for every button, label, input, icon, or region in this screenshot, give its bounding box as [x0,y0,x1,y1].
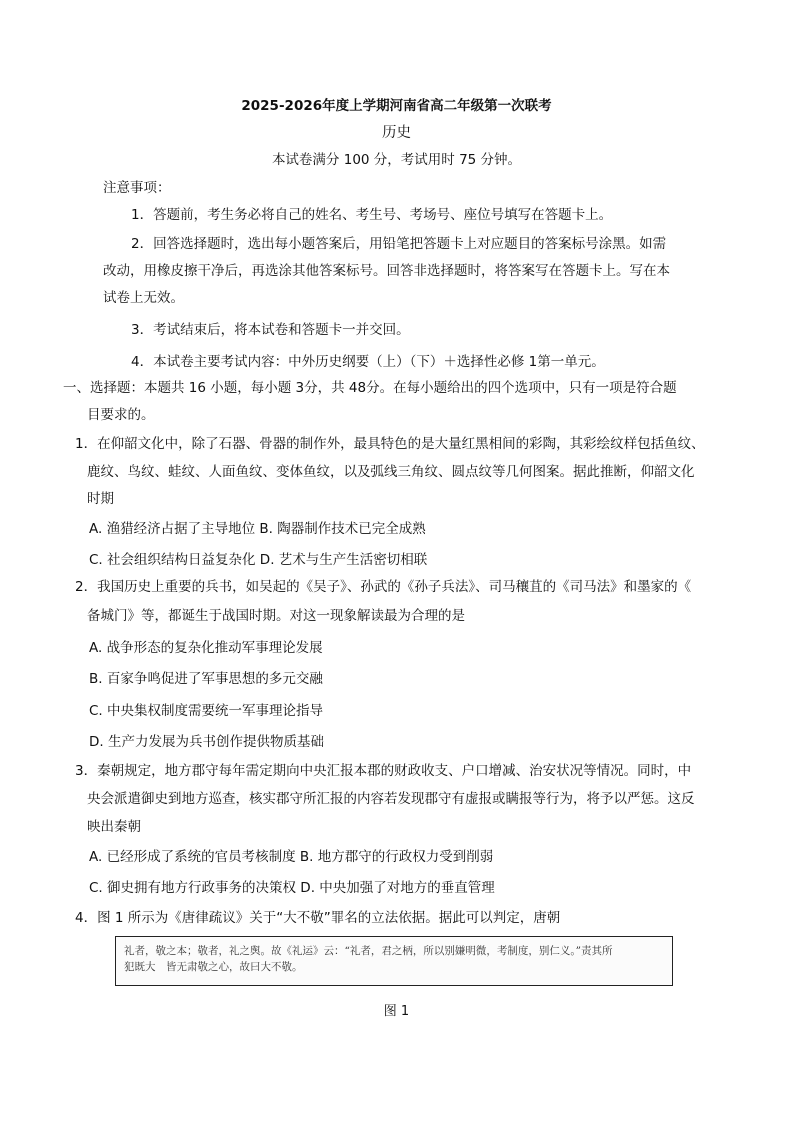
note-item-3: 3．考试结束后，将本试卷和答题卡一并交回。 [131,322,410,338]
figure-1-image [115,936,673,986]
question-3-options-cd: C. 御史拥有地方行政事务的决策权 D. 中央加强了对地方的垂直管理 [89,880,495,896]
note-item-2-line1: 2．回答选择题时，选出每小题答案后，用铅笔把答题卡上对应题目的答案标号涂黑。如需 [131,236,667,252]
subject-title: 历史 [382,125,411,141]
question-1-line2: 鹿纹、鸟纹、蛙纹、人面鱼纹、变体鱼纹，以及弧线三角纹、圆点纹等几何图案。据此推断，仰韶文化 [87,464,695,480]
question-2-line2: 备城门》等，都诞生于战国时期。对这一现象解读最为合理的是 [87,608,465,624]
section-heading-line1: 一、选择题：本题共 16 小题，每小题 3分，共 48分。在每小题给出的四个选项中，只有一项是符合题 [63,380,677,396]
figure-1-text-line2: 犯既大 皆无肃敬之心，故曰大不敬。 [124,961,303,973]
question-3-options-ab: A. 已经形成了系统的官员考核制度 B. 地方郡守的行政权力受到削弱 [89,849,494,865]
question-3-line2: 央会派遣御史到地方巡查，核实郡守所汇报的内容若发现郡守有虚报或瞒报等行为，将予以严惩。这反 [87,791,695,807]
question-2-option-b: B. 百家争鸣促进了军事思想的多元交融 [89,671,323,687]
notes-heading: 注意事项： [103,180,171,196]
question-4-line1: 4．图 1 所示为《唐律疏议》关于“大不敬”罪名的立法依据。据此可以判定，唐朝 [75,910,561,926]
figure-1-text-line1: 礼者，敬之本；敬者，礼之舆。故《礼运》云：“礼者，君之柄，所以别嫌明微，考制度，别仁义。”责其所 [124,945,613,957]
question-2-option-d: D. 生产力发展为兵书创作提供物质基础 [89,734,324,750]
question-2-option-c: C. 中央集权制度需要统一军事理论指导 [89,703,324,719]
note-item-2-line3: 试卷上无效。 [103,290,184,306]
question-1-options-cd: C. 社会组织结构日益复杂化 D. 艺术与生产生活密切相联 [89,552,428,568]
question-3-line3: 映出秦朝 [87,819,141,835]
note-item-4: 4．本试卷主要考试内容：中外历史纲要（上）（下）＋选择性必修 1第一单元。 [131,354,605,370]
note-item-1: 1．答题前，考生务必将自己的姓名、考生号、考场号、座位号填写在答题卡上。 [131,207,613,223]
question-2-option-a: A. 战争形态的复杂化推动军事理论发展 [89,640,323,656]
section-heading-line2: 目要求的。 [87,407,155,423]
exam-info: 本试卷满分 100 分，考试用时 75 分钟。 [271,152,522,168]
question-1-line1: 1．在仰韶文化中，除了石器、骨器的制作外，最具特色的是大量红黑相间的彩陶，其彩绘纹样包括鱼纹、 [75,436,705,452]
question-2-line1: 2．我国历史上重要的兵书，如吴起的《吴子》、孙武的《孙子兵法》、司马穰苴的《司马法》和墨家的《 [75,579,692,595]
exam-title: 2025-2026年度上学期河南省高二年级第一次联考 [241,98,552,114]
question-3-line1: 3．秦朝规定，地方郡守每年需定期向中央汇报本郡的财政收支、户口增减、治安状况等情况。同时，中 [75,763,692,779]
note-item-2-line2: 改动，用橡皮擦干净后，再选涂其他答案标号。回答非选择题时，将答案写在答题卡上。写在本 [103,263,670,279]
question-1-options-ab: A. 渔猎经济占据了主导地位 B. 陶器制作技术已完全成熟 [89,521,426,537]
figure-1-caption: 图 1 [383,1004,410,1019]
question-1-line3: 时期 [87,491,114,507]
